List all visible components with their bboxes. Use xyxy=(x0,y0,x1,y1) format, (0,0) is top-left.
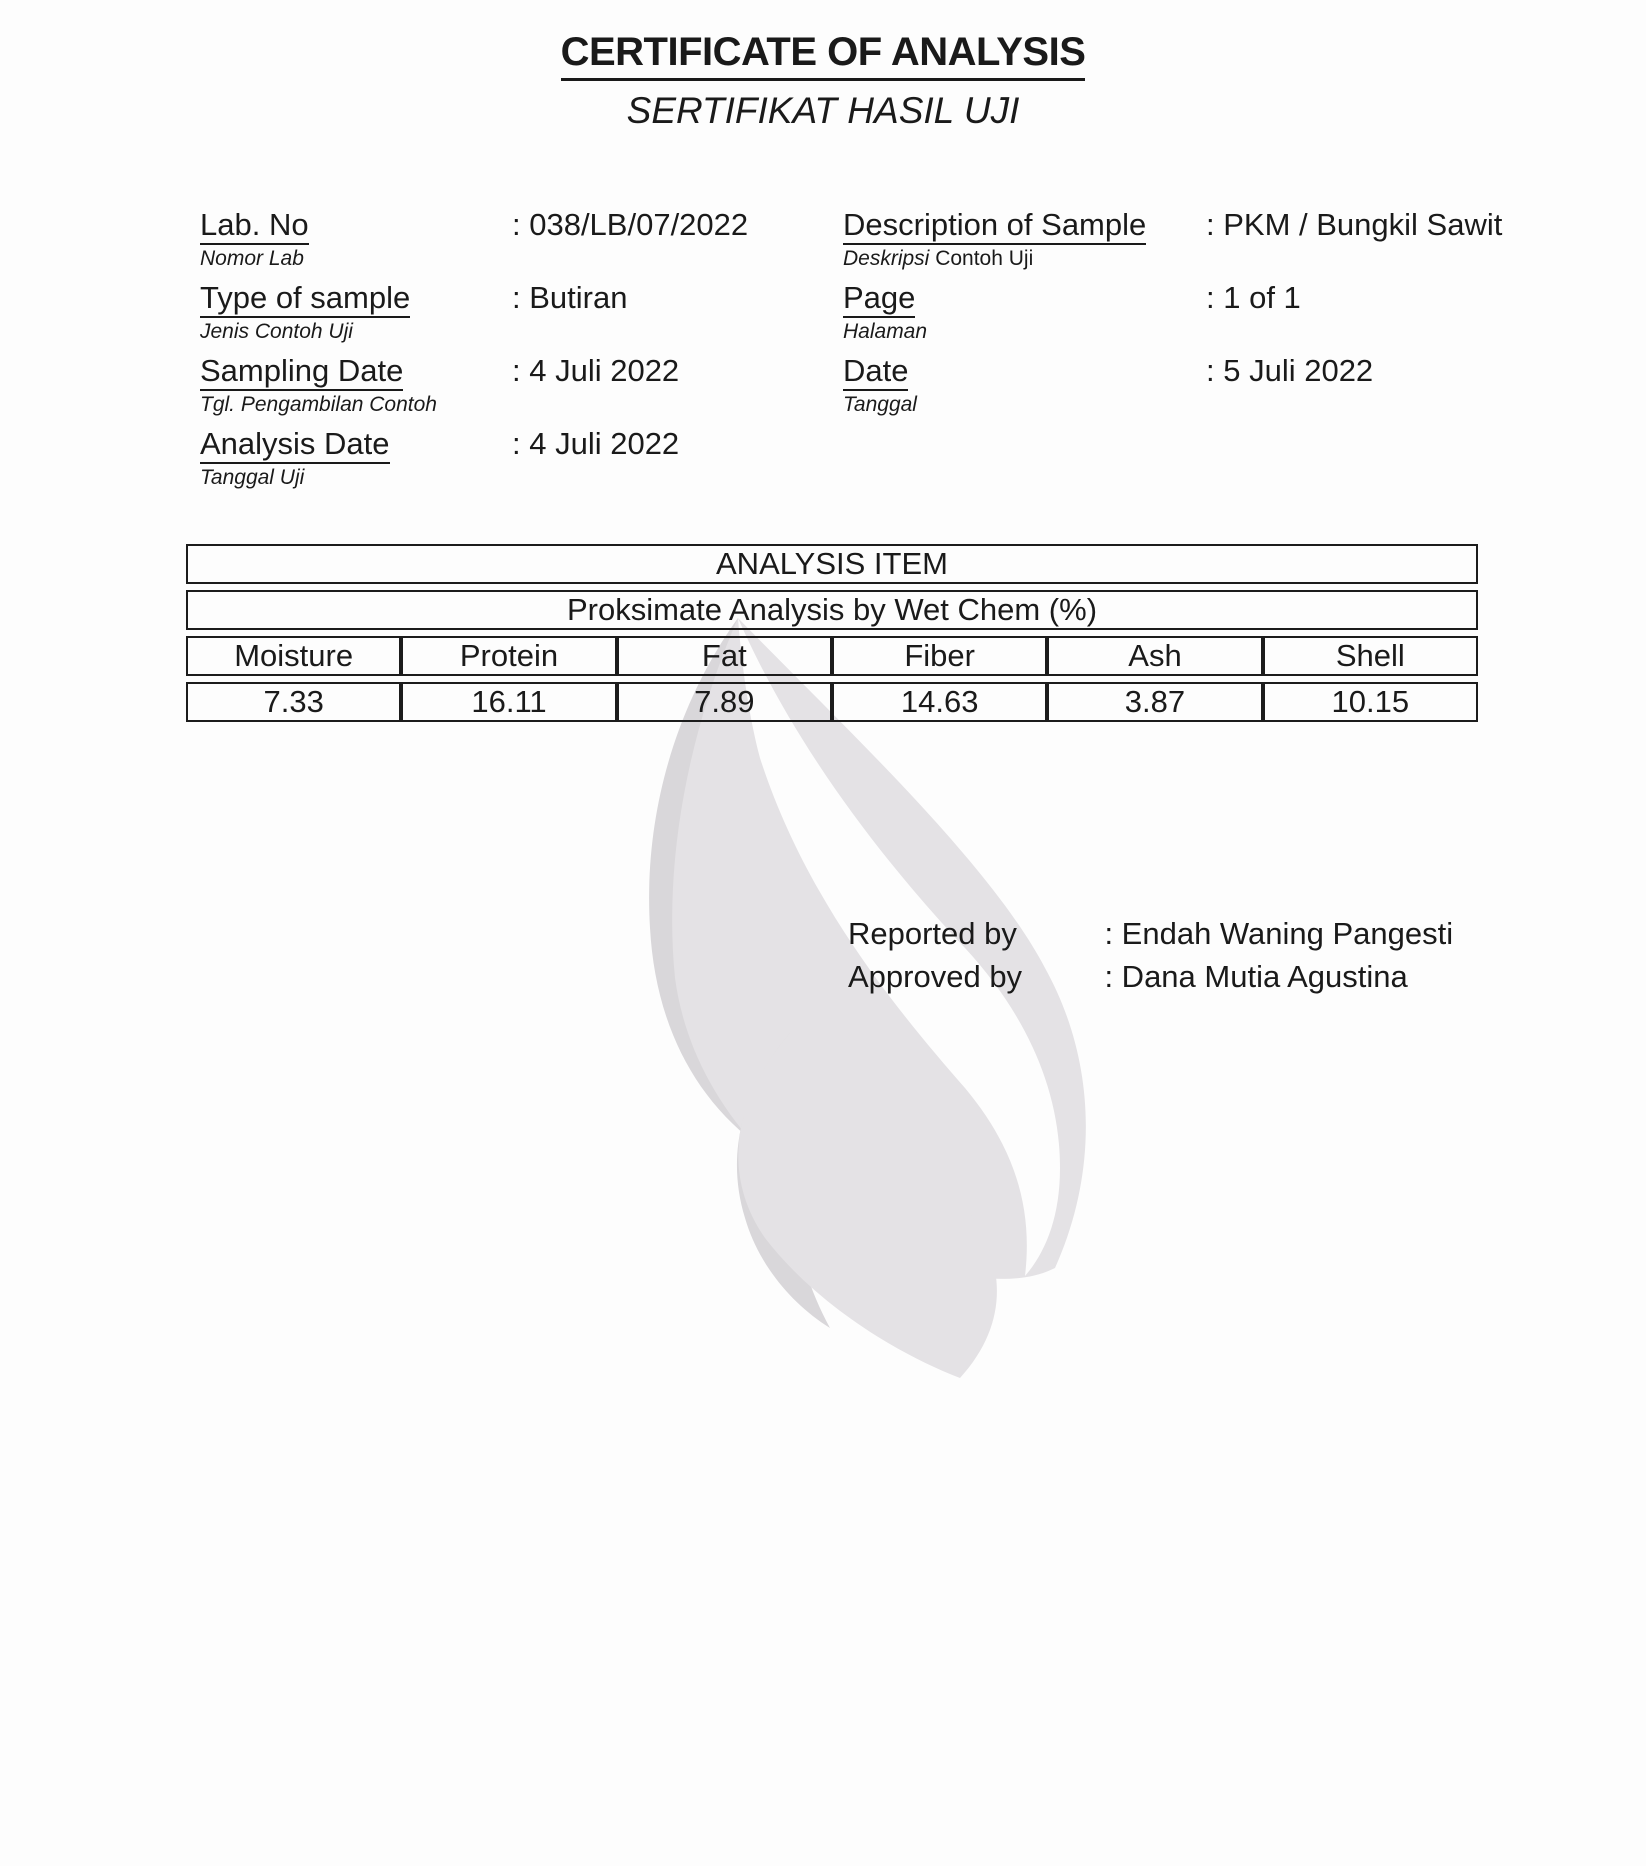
value-fiber: 14.63 xyxy=(832,682,1047,722)
lab-no-value: : 038/LB/07/2022 xyxy=(512,207,749,242)
page-label: Page Halaman xyxy=(843,280,928,343)
table-row xyxy=(186,682,1478,722)
value-ash: 3.87 xyxy=(1047,682,1262,722)
page-value: : 1 of 1 xyxy=(1206,280,1301,315)
table-row xyxy=(186,544,1478,584)
description-of-sample-value: : PKM / Bungkil Sawit xyxy=(1206,207,1503,242)
reported-by-label: Reported by xyxy=(848,916,1017,951)
analysis-table xyxy=(186,538,1478,728)
analysis-item-header: ANALYSIS ITEM xyxy=(186,544,1478,584)
table-row xyxy=(186,590,1478,630)
approved-by-value: : Dana Mutia Agustina xyxy=(1104,959,1408,994)
description-of-sample-label: Description of Sample Deskripsi Contoh Uji xyxy=(843,207,1147,270)
column-header-fat: Fat xyxy=(617,636,832,676)
table-row xyxy=(186,636,1478,676)
page-sublabel: Halaman xyxy=(843,320,928,343)
flame-leaf-watermark-icon xyxy=(595,608,1125,1408)
column-header-shell: Shell xyxy=(1263,636,1478,676)
page-subtitle: SERTIFIKAT HASIL UJI xyxy=(626,90,1020,131)
reported-by-value: : Endah Waning Pangesti xyxy=(1104,916,1454,951)
date-value: : 5 Juli 2022 xyxy=(1206,353,1374,388)
column-header-protein: Protein xyxy=(401,636,616,676)
value-moisture: 7.33 xyxy=(186,682,401,722)
page-title: CERTIFICATE OF ANALYSIS xyxy=(561,28,1086,81)
metadata-row xyxy=(200,352,1500,425)
analysis-date-value: : 4 Juli 2022 xyxy=(512,426,680,461)
lab-no-sublabel: Nomor Lab xyxy=(200,247,304,270)
column-header-ash: Ash xyxy=(1047,636,1262,676)
approved-by-row xyxy=(848,957,1453,1000)
description-of-sample-sublabel: Deskripsi Contoh Uji xyxy=(843,247,1034,270)
lab-no-label: Lab. No Nomor Lab xyxy=(200,207,309,270)
type-of-sample-value: : Butiran xyxy=(512,280,628,315)
approved-by-label: Approved by xyxy=(848,959,1023,994)
sampling-date-sublabel: Tgl. Pengambilan Contoh xyxy=(200,393,437,416)
date-sublabel: Tanggal xyxy=(843,393,917,416)
analysis-method-subheader: Proksimate Analysis by Wet Chem (%) xyxy=(186,590,1478,630)
reported-by-row xyxy=(848,914,1453,957)
metadata-row xyxy=(200,279,1500,352)
sampling-date-value: : 4 Juli 2022 xyxy=(512,353,680,388)
signature-block xyxy=(848,914,1453,1000)
date-label: Date Tanggal xyxy=(843,353,917,416)
type-of-sample-sublabel: Jenis Contoh Uji xyxy=(200,320,353,343)
column-header-moisture: Moisture xyxy=(186,636,401,676)
analysis-date-label: Analysis Date Tanggal Uji xyxy=(200,426,390,489)
value-shell: 10.15 xyxy=(1263,682,1478,722)
value-fat: 7.89 xyxy=(617,682,832,722)
sampling-date-label: Sampling Date Tgl. Pengambilan Contoh xyxy=(200,353,437,416)
document-header xyxy=(0,28,1646,133)
metadata-row xyxy=(200,425,1500,498)
metadata-block xyxy=(200,206,1503,498)
analysis-date-sublabel: Tanggal Uji xyxy=(200,466,305,489)
column-header-fiber: Fiber xyxy=(832,636,1047,676)
value-protein: 16.11 xyxy=(401,682,616,722)
metadata-row xyxy=(200,206,1503,279)
type-of-sample-label: Type of sample Jenis Contoh Uji xyxy=(200,280,411,343)
